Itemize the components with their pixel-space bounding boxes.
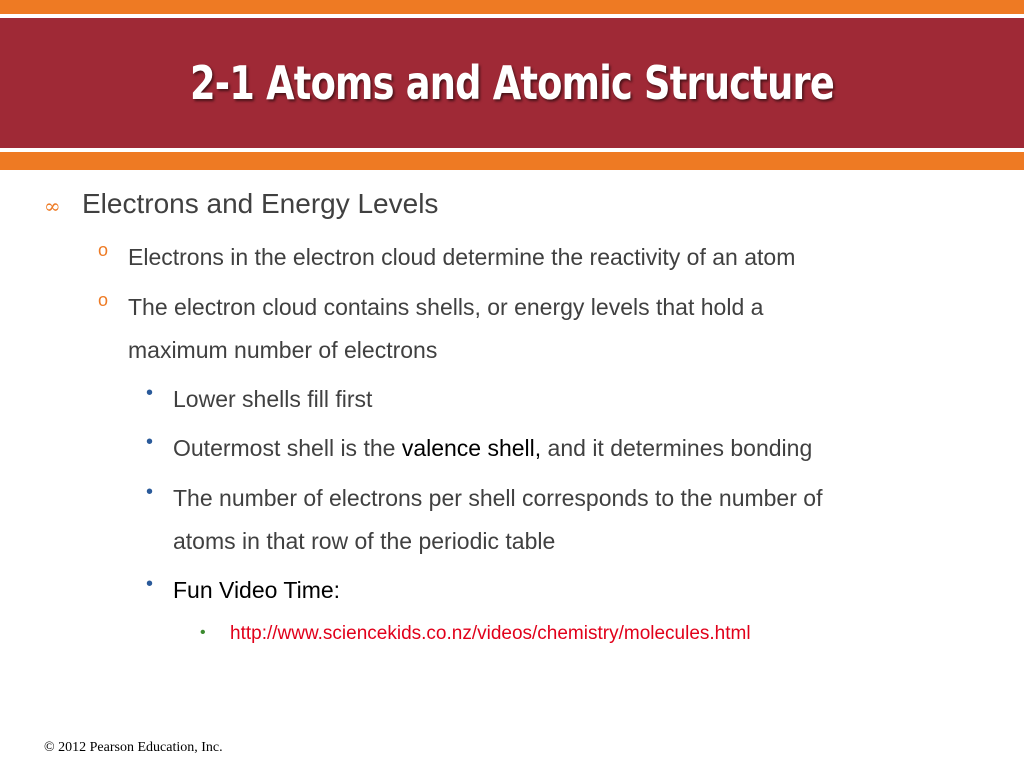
dot-bullet-icon: • bbox=[146, 382, 154, 404]
circle-bullet-icon: o bbox=[98, 240, 109, 260]
level3-text-line1: The number of electrons per shell corresponds to the number of bbox=[173, 485, 823, 511]
valence-shell-highlight: valence shell, bbox=[401, 435, 542, 461]
top-orange-stripe bbox=[0, 0, 1024, 14]
bottom-orange-stripe bbox=[0, 152, 1024, 170]
dot-bullet-icon: • bbox=[200, 624, 206, 641]
level1-text: Electrons and Energy Levels bbox=[82, 188, 439, 219]
level3-text-before: Outermost shell is the bbox=[173, 435, 402, 461]
dot-bullet-icon: • bbox=[146, 481, 154, 503]
dot-bullet-icon: • bbox=[146, 431, 154, 453]
slide-title: 2-1 Atoms and Atomic Structure bbox=[190, 56, 834, 110]
swash-bullet-icon: ∞ bbox=[44, 194, 61, 218]
circle-bullet-icon: o bbox=[98, 290, 109, 310]
video-link[interactable]: http://www.sciencekids.co.nz/videos/chemistry/molecules.html bbox=[230, 623, 751, 644]
level3-text: Lower shells fill first bbox=[173, 386, 373, 412]
level2-text: Electrons in the electron cloud determine the reactivity of an atom bbox=[128, 244, 796, 270]
level3-text-after: and it determines bonding bbox=[541, 435, 813, 461]
level3-text-line2: atoms in that row of the periodic table bbox=[173, 528, 556, 554]
fun-video-label: Fun Video Time: bbox=[173, 577, 341, 603]
level2-text-line2: maximum number of electrons bbox=[128, 337, 438, 363]
slide-content bbox=[0, 170, 1024, 730]
copyright-footer: © 2012 Pearson Education, Inc. bbox=[44, 740, 223, 755]
dot-bullet-icon: • bbox=[146, 573, 154, 595]
level2-text-line1: The electron cloud contains shells, or energy levels that hold a bbox=[128, 294, 764, 320]
level3-text bbox=[173, 427, 973, 470]
